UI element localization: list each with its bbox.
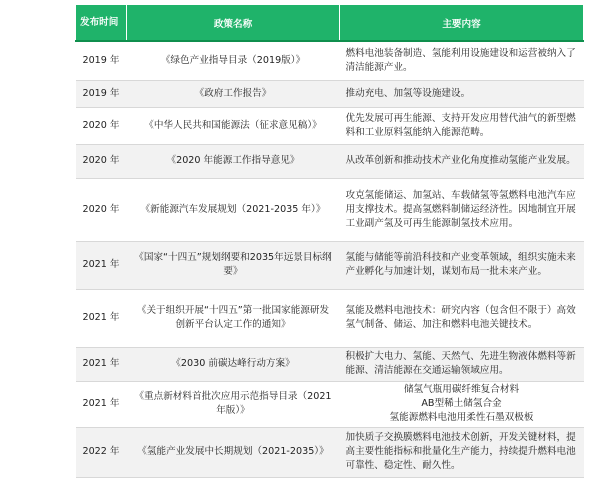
- header-policy: 政策名称: [127, 5, 340, 42]
- table-header: [76, 5, 584, 42]
- cell-year: 2021 年: [76, 381, 127, 427]
- cell-policy: 《政府工作报告》: [127, 80, 340, 107]
- header-time: 发布时间: [76, 5, 127, 42]
- content-line: AB型稀土储氢合金: [421, 398, 502, 409]
- cell-policy: 《绿色产业指导目录（2019版）》: [127, 41, 340, 80]
- table-row: [76, 178, 584, 241]
- cell-content: 加快质子交换膜燃料电池技术创新，开发关键材料，提高主要性能指标和批量化生产能力，持续提升燃料电池可靠性、稳定性、耐久性。: [340, 427, 584, 477]
- table-row: [76, 427, 584, 477]
- cell-year: 2019 年: [76, 41, 127, 80]
- table-row: [76, 289, 584, 347]
- cell-content: 氢能与储能等前沿科技和产业变革领域，组织实施未来产业孵化与加速计划，谋划布局一批未来产业。: [340, 241, 584, 289]
- cell-year: 2022 年: [76, 427, 127, 477]
- table-body: [76, 41, 584, 477]
- cell-policy: 《中华人民共和国能源法（征求意见稿）》: [127, 107, 340, 144]
- table-row: [76, 80, 584, 107]
- cell-policy: 《国家“十四五”规划纲要和2035年远景目标纲要》: [127, 241, 340, 289]
- cell-content: 燃料电池装备制造、氢能利用设施建设和运营被纳入了清洁能源产业。: [340, 41, 584, 80]
- cell-policy: 《重点新材料首批次应用示范指导目录（2021 年版）》: [127, 381, 340, 427]
- cell-year: 2021 年: [76, 241, 127, 289]
- table-row: [76, 381, 584, 427]
- cell-content: 优先发展可再生能源、支持开发应用替代油气的新型燃料和工业原料氢能纳入能源范畴。: [340, 107, 584, 144]
- cell-content: 推动充电、加氢等设施建设。: [340, 80, 584, 107]
- cell-policy: 《关于组织开展“十四五”第一批国家能源研发创新平台认定工作的通知》: [127, 289, 340, 347]
- policy-table-container: [75, 4, 583, 478]
- cell-policy: 《2020 年能源工作指导意见》: [127, 144, 340, 178]
- cell-year: 2019 年: [76, 80, 127, 107]
- cell-year: 2020 年: [76, 107, 127, 144]
- cell-content: [340, 381, 584, 427]
- cell-policy: 《氢能产业发展中长期规划（2021-2035）》: [127, 427, 340, 477]
- cell-content: 攻克氢能储运、加氢站、车载储氢等氢燃料电池汽车应用支撑技术。提高氢燃料制储运经济性。因地制宜开展工业副产氢及可再生能源制氢技术应用。: [340, 178, 584, 241]
- cell-policy: 《2030 前碳达峰行动方案》: [127, 347, 340, 381]
- table-row: [76, 144, 584, 178]
- header-content: 主要内容: [340, 5, 584, 42]
- content-line: 储氢气瓶用碳纤维复合材料: [403, 384, 520, 395]
- cell-year: 2021 年: [76, 347, 127, 381]
- table-row: [76, 41, 584, 80]
- table-row: [76, 347, 584, 381]
- table-row: [76, 241, 584, 289]
- cell-year: 2021 年: [76, 289, 127, 347]
- cell-content: 氢能及燃料电池技术：研究内容（包含但不限于）高效氢气制备、储运、加注和燃料电池关键技术。: [340, 289, 584, 347]
- table-row: [76, 107, 584, 144]
- content-line: 氢能源燃料电池用柔性石墨双极板: [389, 412, 534, 423]
- cell-content: 积极扩大电力、氢能、天然气、先进生物液体燃料等新能源、清洁能源在交通运输领域应用。: [340, 347, 584, 381]
- cell-content: 从改革创新和推动技术产业化角度推动氢能产业发展。: [340, 144, 584, 178]
- policy-table: [75, 4, 584, 478]
- cell-year: 2020 年: [76, 178, 127, 241]
- cell-policy: 《新能源汽车发展规划（2021-2035 年）》: [127, 178, 340, 241]
- cell-year: 2020 年: [76, 144, 127, 178]
